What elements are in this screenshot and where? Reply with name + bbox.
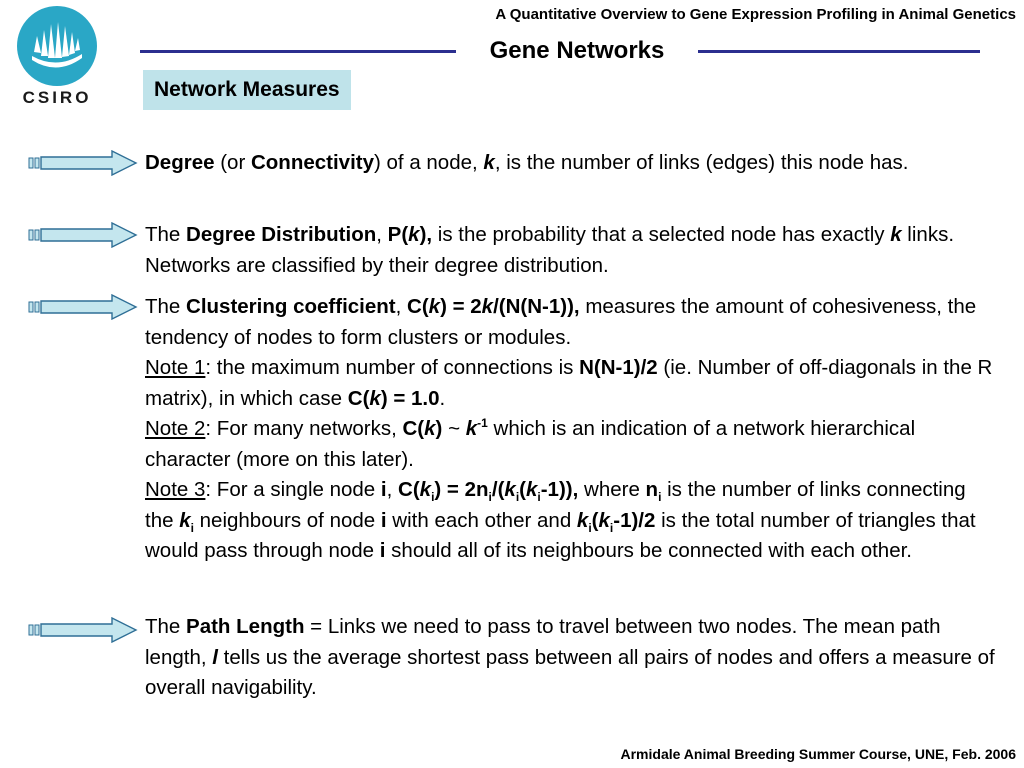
degree-paragraph: Degree (or Connectivity) of a node, k, is the number of links (edges) this node has. [145,151,909,174]
csiro-logo-text: CSIRO [22,88,92,107]
subtitle: Network Measures [154,78,340,101]
subtitle-box [143,70,351,110]
arrow-bullet-icon [28,222,140,248]
arrow-bullet-icon [28,294,140,320]
csiro-emblem-icon [14,6,100,88]
csiro-logo [14,6,100,108]
degree-distribution-paragraph: The Degree Distribution, P(k), is the probability that a selected node has exactly k links. Networks are classified by their degree distribution. [145,223,955,277]
arrow-bullet-icon [28,150,140,176]
title-rule-left [140,50,456,53]
presentation-title: A Quantitative Overview to Gene Expression Profiling in Animal Genetics [495,6,1016,23]
clustering-paragraph: The Clustering coefficient, C(k) = 2k/(N(N-1)), measures the amount of cohesiveness, the tendency of nodes to form clusters or modules. Note 1: the maximum number of connections is N(N-1)/2 (ie. Number of off-diagonals in the R matrix), in which case C(k) = 1.0. Note 2: For many networks, C(k) ~ $k^{-1}$ which is an indication of a network hierarchical character (more on this later). Note 3: For a single node i, $C(k_i) = 2n_i/(k_i(k_i-1))$, where $n_i$ is the number of links connecting the $k_i$ neighbours of node i with each other and $k_i(k_i-1)/2$ is the total number of triangles that would pass through node i should all of its neighbours be connected with each other. [145,295,993,562]
footer-text: Armidale Animal Breeding Summer Course, UNE, Feb. 2006 [620,746,1016,762]
note-3-label: Note 3 [145,478,206,501]
path-length-paragraph: The Path Length = Links we need to pass to travel between two nodes. The mean path length, l tells us the average shortest pass between all pairs of nodes and offers a measure of overall navigability. [145,615,995,699]
note-2-label: Note 2 [145,417,206,440]
title-rule-right [698,50,980,53]
section-title: Gene Networks [489,37,665,64]
note-1-label: Note 1 [145,356,206,379]
arrow-bullet-icon [28,617,140,643]
